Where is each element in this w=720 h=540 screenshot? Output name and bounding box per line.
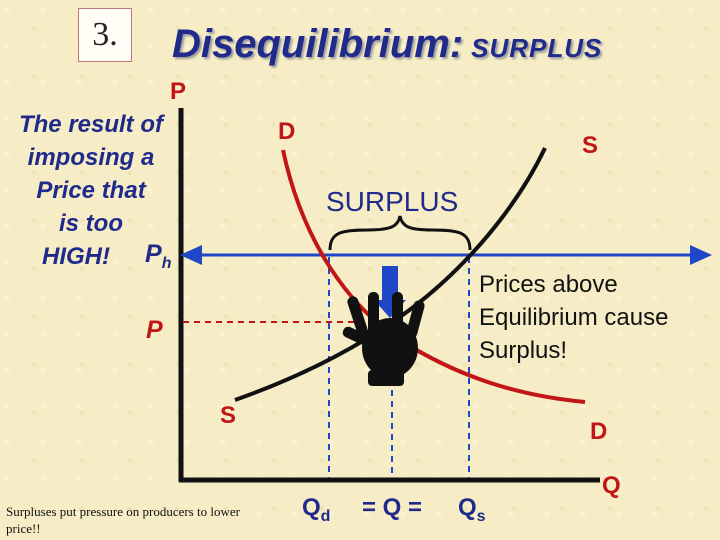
qd-sub: d <box>320 507 331 525</box>
surplus-callout <box>479 268 668 367</box>
slide-number: 3. <box>78 8 132 62</box>
quantity-axis-label: Q <box>602 472 621 499</box>
price-equilibrium-label: P <box>146 316 163 344</box>
left-note-line: is too <box>59 210 123 237</box>
left-note-line: The result of <box>18 111 163 138</box>
quantity-supplied-label <box>458 494 486 526</box>
quantity-demanded-label <box>302 494 330 526</box>
supply-label-bottom: S <box>220 402 237 429</box>
price-high-main: P <box>145 240 162 268</box>
surplus-brace <box>330 216 470 250</box>
title-sub: SURPLUS <box>471 33 603 63</box>
left-note-line: Price that <box>36 177 146 204</box>
demand-label-bottom: D <box>590 418 608 445</box>
qd-main: Q <box>302 494 321 521</box>
price-high-sub: h <box>161 255 172 272</box>
callout-line: Equilibrium cause <box>479 304 669 331</box>
callout-line: Surplus! <box>479 337 568 364</box>
price-axis-label: P <box>170 78 187 105</box>
slide-title <box>172 22 602 67</box>
price-high-label <box>145 240 171 273</box>
callout-line: Prices above <box>479 271 618 298</box>
left-note-line: imposing a <box>27 144 155 171</box>
qs-main: Q <box>458 494 477 521</box>
quantity-equilibrium-label: = Q = <box>362 494 423 521</box>
supply-label-top: S <box>582 132 599 159</box>
surplus-label: SURPLUS <box>326 186 459 217</box>
footnote: Surpluses put pressure on producers to lower price!! <box>6 504 240 536</box>
qs-sub: s <box>476 507 486 525</box>
right-arrowhead-icon <box>690 245 712 265</box>
title-main: Disequilibrium: <box>172 22 464 66</box>
demand-label-top: D <box>278 118 296 145</box>
left-note-line: HIGH! <box>42 243 110 270</box>
